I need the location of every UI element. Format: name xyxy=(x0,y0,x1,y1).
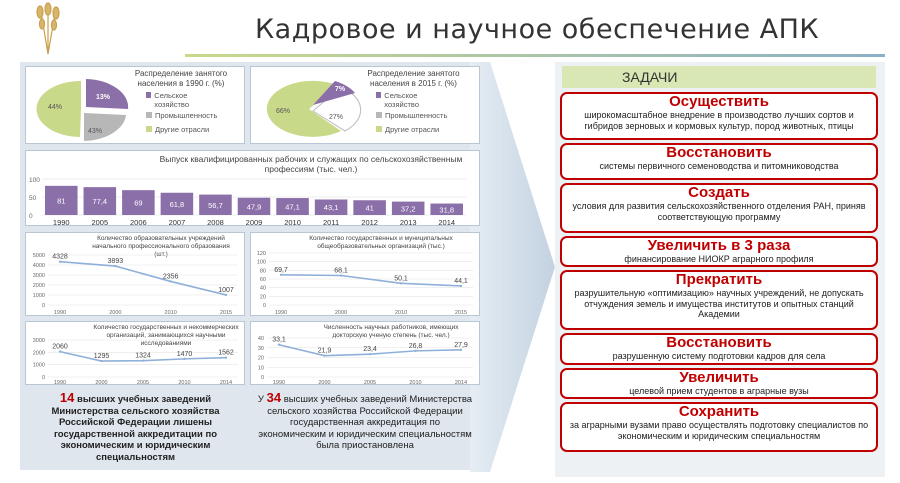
pie-1990-label-other: 44% xyxy=(48,104,63,111)
legend-label-agri: Сельское хозяйство xyxy=(384,91,419,109)
title-bar xyxy=(0,0,900,62)
line-y-tick: 120 xyxy=(256,251,266,257)
task-desc: разрушенную систему подготовки кадров для села xyxy=(612,351,826,361)
task-card xyxy=(560,402,878,452)
tasks-header: ЗАДАЧИ xyxy=(562,66,876,88)
line-y-tick: 3000 xyxy=(32,338,45,344)
task-desc: целевой прием студентов в аграрные вузы xyxy=(629,386,809,396)
pie-1990-label-agri: 13% xyxy=(96,94,111,101)
task-desc: условия для развития сельскохозяйственного отделения РАН, приняв соответствующую программу xyxy=(572,201,866,222)
bar-category-label: 2006 xyxy=(130,218,147,227)
task-desc: финансирование НИОКР аграрного профиля xyxy=(624,254,814,264)
bar-chart-title: Выпуск квалифицированных рабочих и служащих по сельскохозяйственным профессиям (тыс. чел.) xyxy=(159,154,463,174)
task-verb: Сохранить xyxy=(678,403,760,420)
task-verb: Прекратить xyxy=(675,271,763,288)
line-1-title: Количество образовательных учреждений начального профессионального образования (шт.) xyxy=(92,235,230,258)
legend-industry xyxy=(146,111,236,120)
bar-category-label: 1990 xyxy=(52,218,70,227)
legend-swatch-other xyxy=(376,126,382,132)
line-x-tick: 2015 xyxy=(219,310,233,316)
line-x-tick: 1990 xyxy=(53,380,67,386)
pie-chart-2015 xyxy=(250,66,480,144)
line-value-label: 26,8 xyxy=(408,342,423,350)
line-4-svg xyxy=(251,322,481,386)
line-chart-schools xyxy=(250,232,480,316)
line-x-tick: 2000 xyxy=(334,310,348,316)
line-x-tick: 2010 xyxy=(164,310,177,316)
line-x-tick: 1990 xyxy=(53,310,67,316)
line-value-label: 1470 xyxy=(176,350,193,358)
line-series xyxy=(281,275,461,286)
bar-value-label: 31,8 xyxy=(439,205,455,215)
line-y-tick: 20 xyxy=(259,294,266,301)
line-point xyxy=(142,359,144,361)
line-value-label: 1007 xyxy=(218,286,234,294)
legend-swatch-agri xyxy=(376,92,381,98)
legend-other xyxy=(376,125,466,134)
line-value-label: 2060 xyxy=(52,343,68,351)
line-y-tick: 30 xyxy=(257,345,264,352)
line-x-tick: 2000 xyxy=(318,380,331,386)
line-value-label: 69,7 xyxy=(274,266,288,274)
line-point xyxy=(59,261,61,263)
line-value-label: 21,9 xyxy=(317,347,332,355)
task-verb: Восстановить xyxy=(666,334,772,351)
task-verb: Осуществить xyxy=(669,93,769,110)
task-desc: широкомасштабное внедрение в производство лучших сортов и гибридов зерновых и кормовых культур, пород животных, птицы xyxy=(584,110,854,131)
line-y-tick: 1000 xyxy=(32,362,45,369)
line-2-svg xyxy=(251,233,481,317)
bar-chart-svg xyxy=(26,151,481,227)
line-chart-doctors xyxy=(250,321,480,385)
bottom-right-note xyxy=(255,392,475,452)
legend-label-agri: Сельское хозяйство xyxy=(154,91,189,109)
legend-label-other: Другие отрасли xyxy=(385,125,440,134)
bar-category-label: 2013 xyxy=(399,218,417,227)
bar-y-tick: 100 xyxy=(29,177,40,184)
legend-other xyxy=(146,125,236,134)
task-verb: Увеличить xyxy=(679,369,759,386)
right-arrow-icon xyxy=(470,62,560,472)
bar-value-label: 41 xyxy=(365,203,374,213)
task-verb: Восстановить xyxy=(666,144,772,161)
bar-category-label: 2012 xyxy=(361,218,378,227)
bottom-left-note xyxy=(28,392,243,463)
line-value-label: 2356 xyxy=(162,273,179,281)
line-point xyxy=(460,349,462,351)
bar-y-tick: 0 xyxy=(29,213,33,220)
legend-agri xyxy=(146,91,216,109)
line-point xyxy=(114,265,116,267)
line-x-tick: 1990 xyxy=(274,310,288,316)
bar-value-label: 56,7 xyxy=(208,200,223,210)
line-x-tick: 2014 xyxy=(454,380,468,386)
line-y-tick: 2000 xyxy=(32,350,45,357)
line-y-tick: 100 xyxy=(256,259,266,266)
line-y-tick: 0 xyxy=(41,303,45,309)
line-y-tick: 4000 xyxy=(32,263,45,269)
line-x-tick: 2005 xyxy=(363,380,377,386)
line-point xyxy=(340,274,342,276)
bar-chart-graduates xyxy=(25,150,480,226)
line-point xyxy=(400,282,402,284)
bar-value-label: 43,1 xyxy=(323,203,339,213)
pie-chart-1990 xyxy=(25,66,245,144)
legend-swatch-other xyxy=(146,126,152,132)
line-x-tick: 2010 xyxy=(394,310,408,316)
line-value-label: 33,1 xyxy=(272,336,286,344)
bar-value-label: 37,2 xyxy=(400,204,416,214)
wheat-logo-icon xyxy=(18,0,78,55)
legend-swatch-agri xyxy=(146,92,151,98)
pie-1990-slice-industry xyxy=(84,113,126,141)
page-title: Кадровое и научное обеспечение АПК xyxy=(255,14,820,45)
line-x-tick: 2005 xyxy=(136,380,150,386)
line-value-label: 44,1 xyxy=(454,277,468,285)
line-y-tick: 40 xyxy=(257,336,264,342)
line-x-tick: 2000 xyxy=(109,310,122,316)
task-desc: за аграрными вузами право осуществлять подготовку специалистов по экономическим и юридическим специальностям xyxy=(569,420,869,441)
line-point xyxy=(369,353,371,355)
line-value-label: 4328 xyxy=(52,253,68,261)
legend-label-other: Другие отрасли xyxy=(155,125,210,134)
line-point xyxy=(225,294,227,296)
bar-category-label: 2009 xyxy=(245,218,263,227)
line-y-tick: 0 xyxy=(41,375,45,381)
line-4-title: Численность научных работников, имеющих докторскую ученую степень (тыс. чел.) xyxy=(323,324,459,339)
line-y-tick: 60 xyxy=(259,277,266,283)
bar-y-tick: 50 xyxy=(29,195,37,202)
bottom-left-text: высших учебных заведений Министерства сельского хозяйства Российской Федерации лишены государственной аккредитации по экономическим и юридическим специальностям xyxy=(51,394,220,463)
pie-2015-title: Распределение занятого населения в 2015 г. (%) xyxy=(367,69,460,88)
line-point xyxy=(59,350,61,352)
line-y-tick: 20 xyxy=(257,355,264,362)
line-value-label: 23,4 xyxy=(363,346,377,354)
line-y-tick: 0 xyxy=(260,375,264,381)
bar-value-label: 69 xyxy=(134,198,143,208)
line-value-label: 50,1 xyxy=(394,275,408,283)
line-point xyxy=(169,280,171,282)
bar-value-label: 61,8 xyxy=(169,199,185,209)
line-value-label: 27,9 xyxy=(454,341,468,349)
legend-label-industry: Промышленность xyxy=(155,111,218,120)
task-verb: Создать xyxy=(688,184,750,201)
line-x-tick: 2014 xyxy=(219,380,233,386)
line-value-label: 3893 xyxy=(107,258,124,266)
legend-swatch-industry xyxy=(146,112,152,118)
line-y-tick: 80 xyxy=(259,268,266,275)
pie-2015-graphic xyxy=(251,69,366,145)
legend-swatch-industry xyxy=(376,112,382,118)
bar-category-label: 2010 xyxy=(284,218,301,227)
bar-value-label: 47,9 xyxy=(246,202,262,212)
line-x-tick: 2015 xyxy=(454,310,468,316)
line-point xyxy=(460,285,462,287)
pie-2015-label-industry: 27% xyxy=(329,114,344,121)
line-y-tick: 40 xyxy=(259,285,266,292)
pie-2015-label-other: 66% xyxy=(276,108,291,115)
title-underline xyxy=(185,54,885,57)
line-x-tick: 2010 xyxy=(178,380,191,386)
bar-category-label: 2011 xyxy=(323,218,340,227)
line-point xyxy=(183,358,185,360)
line-3-svg xyxy=(26,322,246,386)
bottom-right-text: высших учебных заведений Министерства сельского хозяйства Российской Федерации государственная аккредитация по экономическим и юридическим специальностям была приостановлена xyxy=(258,394,473,451)
line-point xyxy=(225,357,227,359)
line-value-label: 1562 xyxy=(218,349,234,357)
task-verb: Увеличить в 3 раза xyxy=(647,237,791,254)
line-value-label: 68,1 xyxy=(334,267,348,275)
line-chart-vocational-schools xyxy=(25,232,245,316)
line-point xyxy=(280,274,282,276)
pie-1990-label-industry: 43% xyxy=(88,128,103,135)
bar-category-label: 2008 xyxy=(207,218,224,227)
task-card xyxy=(560,92,878,140)
line-value-label: 1295 xyxy=(93,353,110,361)
line-point xyxy=(323,354,325,356)
line-y-tick: 5000 xyxy=(32,253,45,259)
legend-industry xyxy=(376,111,466,120)
line-y-tick: 3000 xyxy=(32,273,45,279)
task-card xyxy=(560,270,878,330)
line-point xyxy=(278,344,280,346)
task-card xyxy=(560,183,878,233)
legend-label-industry: Промышленность xyxy=(385,111,448,120)
bar-category-label: 2014 xyxy=(438,218,456,227)
task-card xyxy=(560,236,878,267)
line-chart-research-orgs xyxy=(25,321,245,385)
line-value-label: 1324 xyxy=(135,352,151,360)
line-series xyxy=(60,262,226,295)
task-desc: системы первичного семеноводства и питомниководства xyxy=(599,161,839,171)
line-point xyxy=(100,360,102,362)
line-point xyxy=(414,350,416,352)
line-3-title: Количество государственных и некоммерческих организаций, занимающихся научными исследованиями xyxy=(93,324,239,347)
pie-1990-graphic xyxy=(26,69,136,145)
bottom-right-number: 34 xyxy=(266,390,282,405)
task-card xyxy=(560,333,878,365)
line-x-tick: 2000 xyxy=(95,380,108,386)
bar-category-label: 2007 xyxy=(168,218,186,227)
bar-value-label: 47,1 xyxy=(285,202,300,212)
bar-category-label: 2005 xyxy=(91,218,109,227)
line-y-tick: 10 xyxy=(257,365,264,372)
task-card xyxy=(560,143,878,180)
line-x-tick: 2010 xyxy=(409,380,422,386)
bottom-right-prefix: У xyxy=(257,394,267,405)
line-y-tick: 2000 xyxy=(32,283,45,289)
bottom-left-number: 14 xyxy=(59,390,75,405)
pie-2015-label-agri: 7% xyxy=(335,86,346,93)
task-card xyxy=(560,368,878,399)
line-x-tick: 1990 xyxy=(272,380,286,386)
line-2-title: Количество государственных и муниципальных общеобразовательных организаций (тыс.) xyxy=(309,235,453,250)
pie-1990-title: Распределение занятого населения в 1990 г. (%) xyxy=(134,69,228,88)
bar-value-label: 77,4 xyxy=(92,197,108,207)
line-1-svg xyxy=(26,233,246,317)
line-y-tick: 1000 xyxy=(32,293,45,299)
bar-value-label: 81 xyxy=(57,196,66,206)
legend-agri xyxy=(376,91,446,109)
task-desc: разрушительную «оптимизацию» научных учреждений, не допускать отчуждения земель и имущества институтов и опытных станций Академии xyxy=(574,288,864,319)
line-y-tick: 0 xyxy=(262,303,266,309)
